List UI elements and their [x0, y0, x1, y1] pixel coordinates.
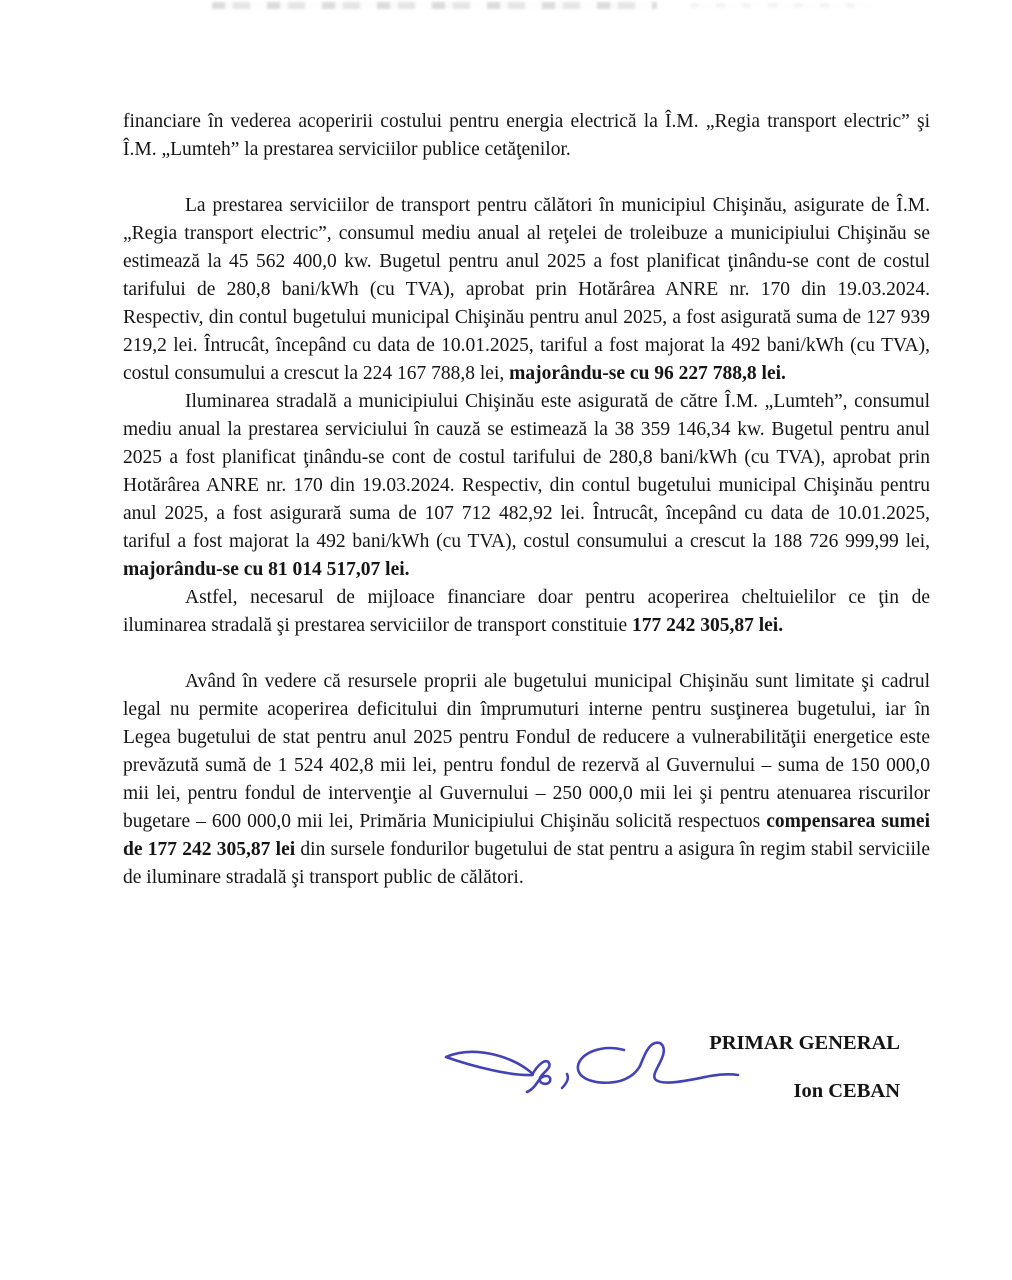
paragraph	[123, 108, 930, 164]
text-run: compensarea sumei de 177 242 305,87 lei	[123, 811, 930, 860]
document-body	[123, 108, 930, 892]
text-run: Având în vedere că resursele proprii ale bugetului municipal Chişinău sunt limitate şi cadrul legal nu permite acoperirea deficitului din împrumuturi interne pentru susţinerea bugetului, iar în Legea bugetului de stat pentru anul 2025 pentru Fondul de reducere a vulnerabilităţii energetice este prevăzută sumă de 1 524 402,8 mii lei, pentru fondul de rezervă al Guvernului – suma de 150 000,0 mii lei, pentru fondul de intervenţie al Guvernului – 250 000,0 mii lei şi pentru atenuarea riscurilor bugetare – 600 000,0 mii lei, Primăria Municipiului Chişinău solicită respectuos	[123, 671, 930, 832]
signer-title: PRIMAR GENERAL	[709, 1032, 900, 1054]
text-run: din sursele fondurilor bugetului de stat pentru a asigura în regim stabil serviciile de iluminare stradală şi transport public de călători.	[123, 839, 930, 888]
paragraph	[123, 388, 930, 584]
signature-block	[709, 1030, 900, 1104]
text-run: Iluminarea stradală a municipiului Chişinău este asigurată de către Î.M. „Lumteh”, consumul mediu anual la prestarea serviciului în cauză se estimează la 38 359 146,34 kw. Bugetul pentru anul 2025 a fost planificat ţinându-se cont de costul tarifului de 280,8 bani/kWh (cu TVA), aprobat prin Hotărârea ANRE nr. 170 din 19.03.2024. Respectiv, din contul bugetului municipal Chişinău pentru anul 2025, a fost asigurară suma de 107 712 482,92 lei. Întrucât, începând cu data de 10.01.2025, tariful a fost majorat la 492 bani/kWh (cu TVA), costul consumului a crescut la 188 726 999,99 lei,	[123, 391, 930, 552]
paragraph	[123, 192, 930, 388]
text-run: La prestarea serviciilor de transport pentru călători în municipiul Chişinău, asigurate de Î.M. „Regia transport electric”, consumul mediu anual al reţelei de troleibuze a municipiului Chişinău se estimează la 45 562 400,0 kw. Bugetul pentru anul 2025 a fost planificat ţinându-se cont de costul tarifului de 280,8 bani/kWh (cu TVA), aprobat prin Hotărârea ANRE nr. 170 din 19.03.2024. Respectiv, din contul bugetului municipal Chişinău pentru anul 2025, a fost asigurată suma de 127 939 219,2 lei. Întrucât, începând cu data de 10.01.2025, tariful a fost majorat la 492 bani/kWh (cu TVA), costul consumului a crescut la 224 167 788,8 lei,	[123, 195, 930, 384]
text-run: 177 242 305,87 lei.	[631, 615, 784, 636]
paragraph	[123, 668, 930, 892]
text-run: Astfel, necesarul de mijloace financiare doar pentru acoperirea cheltuielilor ce ţin de iluminarea stradală şi prestarea serviciilor de transport constituie	[123, 587, 930, 636]
text-run: majorându-se cu 81 014 517,07 lei.	[123, 559, 410, 580]
scan-artifact	[212, 2, 657, 9]
text-run: financiare în vederea acoperirii costului pentru energia electrică la Î.M. „Regia transport electric” şi Î.M. „Lumteh” la prestarea serviciilor publice cetăţenilor.	[123, 111, 930, 160]
signer-name: Ion CEBAN	[793, 1080, 900, 1102]
paragraph	[123, 584, 930, 640]
scan-artifact	[690, 3, 870, 8]
text-run: majorându-se cu 96 227 788,8 lei.	[509, 363, 786, 384]
signature-ink	[428, 1030, 748, 1100]
